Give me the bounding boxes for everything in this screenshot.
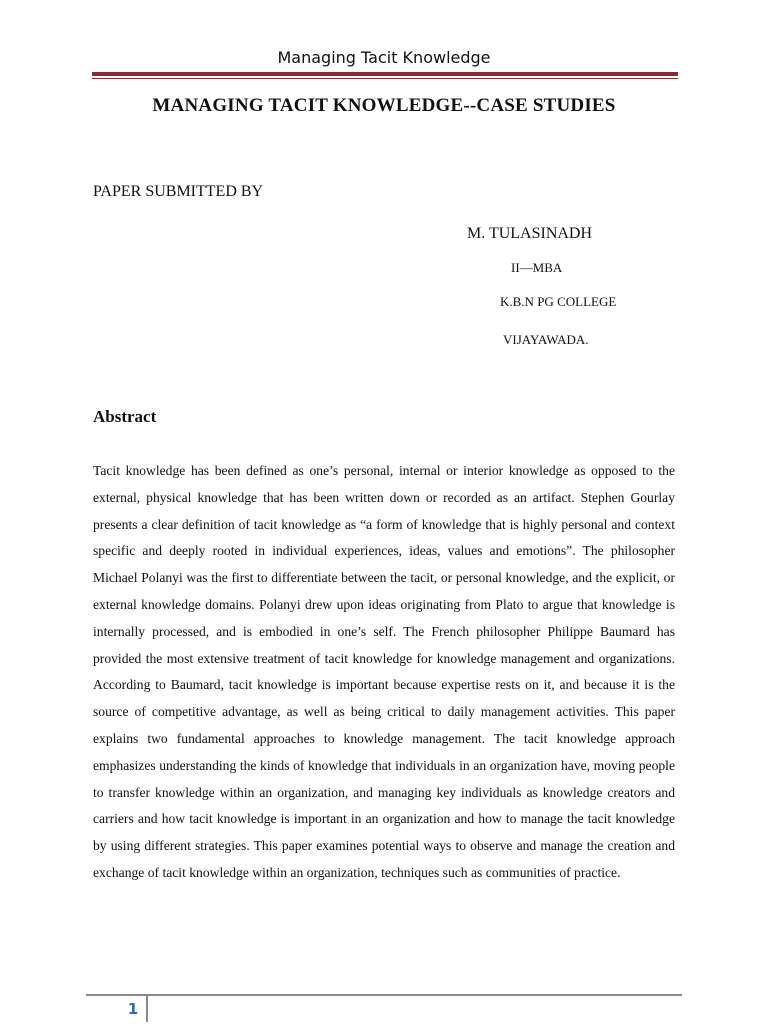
header-rule-thick [92,72,678,76]
running-header: Managing Tacit Knowledge [277,48,491,67]
author-city: VIJAYAWADA. [503,332,589,347]
abstract-heading: Abstract [93,407,157,426]
author-college: K.B.N PG COLLEGE [500,294,617,309]
footer-divider [146,996,148,1022]
author-program: II—MBA [511,260,563,275]
footer-rule [86,994,682,996]
author-name: M. TULASINADH [467,225,593,242]
header-rule-thin [92,78,678,79]
abstract-body: Tacit knowledge has been defined as one’s personal, internal or interior knowledge as opposed to the external, physical knowledge that has been written down or recorded as an artifact. Stephen Gourlay presents a clear definition of tacit knowledge as “a form of knowledge that is highly personal and context specific and deeply rooted in individual experiences, ideas, values and emotions”. The philosopher Michael Polanyi was the first to differentiate between the tacit, or personal knowledge, and the explicit, or external knowledge domains. Polanyi drew upon ideas originating from Plato to argue that knowledge is internally processed, and is embodied in one’s self. The French philosopher Philippe Baumard has provided the most extensive treatment of tacit knowledge for knowledge management and organizations. According to Baumard, tacit knowledge is important because expertise rests on it, and because it is the source of competitive advantage, as well as being critical to daily management activities. This paper explains two fundamental approaches to knowledge management. The tacit knowledge approach emphasizes understanding the kinds of knowledge that individuals in an organization have, moving people to transfer knowledge within an organization, and managing key individuals as knowledge creators and carriers and how tacit knowledge is important in an organization and how to manage the tacit knowledge by using different strategies. This paper examines potential ways to observe and manage the creation and exchange of tacit knowledge within an organization, techniques such as communities of practice. [93,463,675,880]
document-title: MANAGING TACIT KNOWLEDGE--CASE STUDIES [152,95,616,116]
page-number: 1 [127,1000,139,1018]
submitted-by-label: PAPER SUBMITTED BY [93,183,264,200]
